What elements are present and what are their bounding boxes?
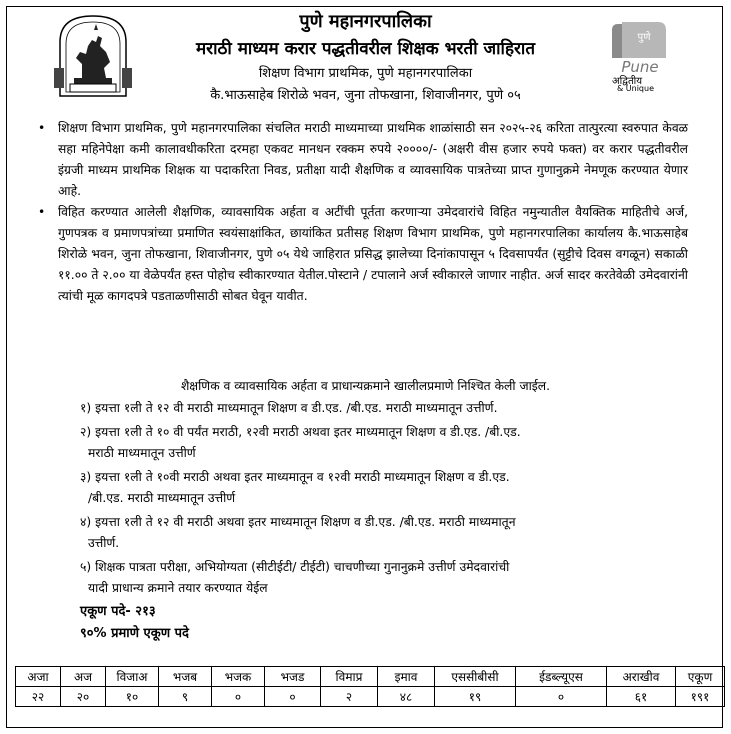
criteria-text: इयत्ता १ली ते १२ वी मराठी अथवा इतर माध्यमातून शिक्षण व डी.एड. /बी.एड. मराठी माध्यमातून (95, 515, 516, 529)
criteria-number: २) (80, 425, 92, 439)
table-header-row (16, 667, 725, 687)
department-line: शिक्षण विभाग प्राथमिक, पुणे महानगरपालिका (258, 66, 473, 81)
org-title: पुणे महानगरपालिका (299, 11, 432, 32)
paragraph-2 (38, 202, 688, 307)
criteria-number: ३) (80, 470, 92, 484)
bullet-icon: • (38, 121, 46, 135)
criteria-item (80, 557, 690, 599)
table-header-cell: भजड (265, 667, 321, 687)
table-cell: २० (61, 687, 106, 707)
bullet-icon: • (38, 205, 46, 219)
criteria-text: इयत्ता १ली ते १२ वी मराठी माध्यमातून शिक्षण व डी.एड. /बी.एड. मराठी माध्यमातून उत्तीर्ण. (95, 401, 498, 415)
criteria-item (80, 398, 690, 419)
table-header-cell: एकूण (676, 667, 725, 687)
table-cell: २ (321, 687, 378, 707)
table-header-cell: ईडब्ल्यूएस (516, 667, 607, 687)
page-border (6, 6, 723, 728)
notice-title: मराठी माध्यम करार पद्धतीवरील शिक्षक भरती जाहिरात (195, 39, 536, 59)
criteria-text: इयत्ता १ली ते १० वी पर्यंत मराठी, १२वी मराठी अथवा इतर माध्यमातून शिक्षण व डी.एड. /बी.एड. (95, 425, 521, 439)
ninety-percent-posts: ९०% प्रमाणे एकूण पदे (80, 626, 189, 641)
table-header-cell: भजक (212, 667, 265, 687)
criteria-text-cont: उत्तीर्ण. (88, 536, 120, 550)
table-header-cell: अजा (16, 667, 61, 687)
table-header-cell: भजब (159, 667, 212, 687)
paragraph-1 (38, 118, 688, 202)
table-cell: १९१ (676, 687, 725, 707)
criteria-item (80, 467, 690, 509)
criteria-text-cont: /बी.एड. मराठी माध्यमातून उत्तीर्ण (88, 491, 236, 505)
table-cell: ० (516, 687, 607, 707)
table-cell: २२ (16, 687, 61, 707)
criteria-list (80, 398, 690, 602)
table-header-cell: विजाअ (106, 667, 159, 687)
total-posts: एकूण पदे- २१३ (80, 604, 156, 619)
address-line: कै.भाऊसाहेब शिरोळे भवन, जुना तोफखाना, शिवाजीनगर, पुणे ०५ (210, 88, 521, 103)
logo-tagline-english: & Unique (617, 84, 654, 93)
svg-text:पुणे: पुणे (637, 32, 651, 43)
table-header-cell: इमाव (378, 667, 435, 687)
notice-body (38, 118, 688, 307)
table-cell: १० (106, 687, 159, 707)
posts-table (15, 666, 725, 707)
svg-text:Pune: Pune (621, 58, 659, 76)
criteria-text-cont: यादी प्राधान्य क्रमाने तयार करण्यात येईल (88, 581, 268, 595)
table-cell: ४८ (378, 687, 435, 707)
criteria-heading: शैक्षणिक व व्यावसायिक अर्हता व प्राधान्यक्रमाने खालीलप्रमाणे निश्चित केली जाईल. (180, 379, 551, 393)
table-cell: ९ (159, 687, 212, 707)
table-cell: १९ (435, 687, 516, 707)
criteria-text-cont: मराठी माध्यमातून उत्तीर्ण (88, 446, 196, 460)
table-cell: ० (212, 687, 265, 707)
criteria-item (80, 422, 690, 464)
criteria-number: ५) (80, 560, 92, 574)
table-header-cell: विमाप्र (321, 667, 378, 687)
table-header-cell: एससीबीसी (435, 667, 516, 687)
table-header-cell: अराखीव (607, 667, 676, 687)
table-cell: ० (265, 687, 321, 707)
table-header-cell: अज (61, 667, 106, 687)
table-row (16, 687, 725, 707)
criteria-number: १) (80, 401, 92, 415)
criteria-text: इयत्ता १ली ते १०वी मराठी अथवा इतर माध्यमातून व १२वी मराठी माध्यमातून शिक्षण व डी.एड. (95, 470, 510, 484)
paragraph-2-text: विहित करण्यात आलेली शैक्षणिक, व्यावसायिक अर्हता व अटींची पूर्तता करणाऱ्या उमेदवारांचे विहित नमुन्यातील वैयक्तिक माहितीचे अर्ज, गुणपत्रक व प्रमाणपत्रांच्या प्रमाणित स्वयंसाक्षांकित, छायांकित प्रतीसह शिक्षण विभाग प्राथमिक, पुणे महानगरपालिका कार्यालय कै.भाऊसाहेब शिरोळे भवन, जुना तोफखाना, शिवाजीनगर, पुणे ०५ येथे जाहिरात प्रसिद्ध झालेच्या दिनांकापासून ५ दिवसापर्यंत (सुट्टीचे दिवस वगळून) सकाळी ११.०० ते २.०० या वेळेपर्यंत हस्त पोहोच स्वीकारण्यात येतील.पोस्टाने / टपालाने अर्ज स्वीकारले जाणार नाहीत. अर्ज सादर करतेवेळी उमेदवारांनी त्यांची मूळ कागदपत्रे पडताळणीसाठी सोबत घेवून यावीत. (58, 205, 688, 303)
paragraph-1-text: शिक्षण विभाग प्राथमिक, पुणे महानगरपालिका संचलित मराठी माध्यमाच्या प्राथमिक शाळांसाठी सन २०२५-२६ करिता तात्पुरत्या स्वरुपात केवळ सहा महिनेपेक्षा कमी कालावधीकरिता दरमहा एकवट मानधन रक्कम रुपये २००००/- (अक्षरी वीस हजार रुपये फक्त) वर करार पद्धतीवरील इंग्रजी माध्यम प्राथमिक शिक्षक या पदाकरिता निवड, प्रतीक्षा यादी शैक्षणिक व व्यावसायिक पात्रतेच्या प्राप्त गुणानुक्रमे नेमणूक करण्यात येणार आहे. (58, 121, 688, 198)
criteria-item (80, 512, 690, 554)
logo-tagline-marathi: अद्वितीय (612, 76, 643, 87)
criteria-text: शिक्षक पात्रता परीक्षा, अभियोग्यता (सीटीईटी/ टीईटी) चाचणीच्या गुनानुक्रमे उत्तीर्ण उमेदवारांची (95, 560, 510, 574)
table-cell: ६१ (607, 687, 676, 707)
criteria-number: ४) (80, 515, 92, 529)
